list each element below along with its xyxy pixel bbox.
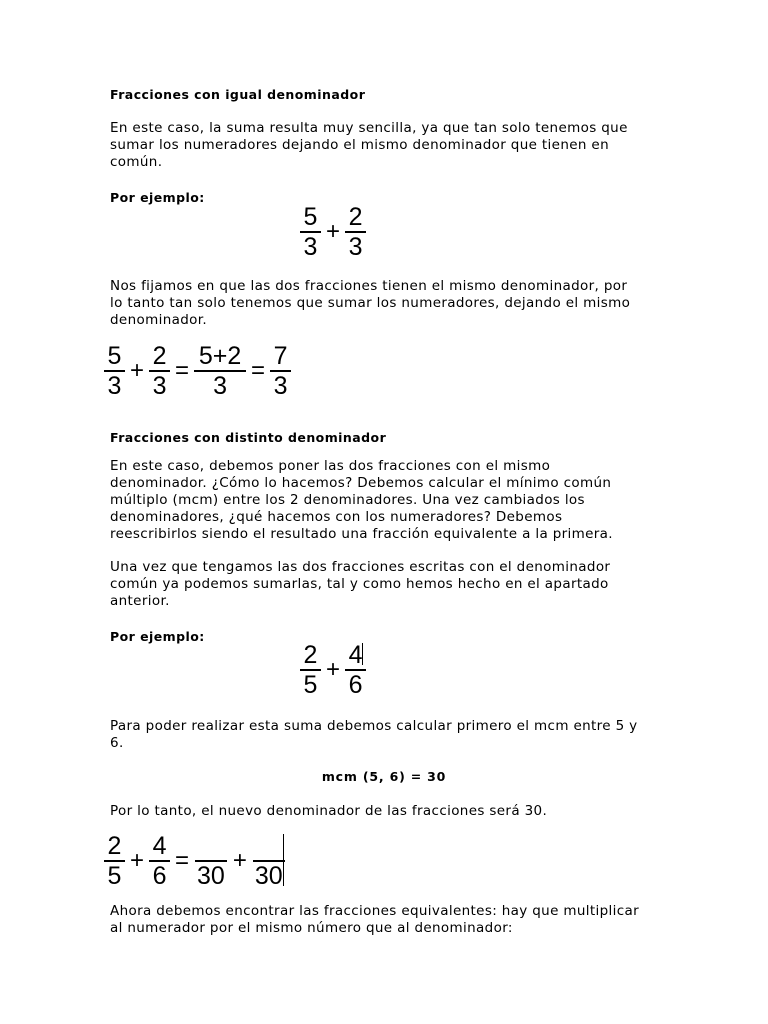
numerator: 5 <box>104 344 125 372</box>
math-example-1 <box>300 205 366 259</box>
numerator: 4 <box>345 643 366 671</box>
paragraph-distinto-mcm <box>110 718 650 752</box>
fraction <box>270 344 291 398</box>
cursor-mark <box>283 834 284 886</box>
numerator: 2 <box>300 643 321 671</box>
numerator <box>253 834 285 862</box>
text-line: 6. <box>110 735 124 751</box>
denominator: 3 <box>213 372 227 400</box>
denominator: 3 <box>107 372 122 400</box>
numerator <box>195 834 227 862</box>
fraction <box>194 834 228 888</box>
mcm-result: mcm (5, 6) = 30 <box>321 769 447 784</box>
text-line: denominador. <box>110 312 208 328</box>
fraction <box>149 344 170 398</box>
text-line: común ya podemos sumarlas, tal y como hemos hecho en el apartado <box>110 576 609 592</box>
fraction <box>194 344 246 398</box>
fraction <box>149 834 170 888</box>
plus-sign: + <box>326 218 341 245</box>
text-line: En este caso, la suma resulta muy sencilla, ya que tan solo tenemos que <box>110 120 628 136</box>
paragraph-distinto-intro <box>110 458 650 543</box>
example-label-2: Por ejemplo: <box>110 629 205 644</box>
paragraph-distinto-common <box>110 559 650 610</box>
text-line: lo tanto tan solo tenemos que sumar los numeradores, dejando el mismo <box>110 295 631 311</box>
text-line: múltiplo (mcm) entre los 2 denominadores. Una vez cambiados los <box>110 492 585 508</box>
numerator: 2 <box>345 205 366 233</box>
equals-sign: = <box>175 357 190 384</box>
fraction <box>345 205 366 259</box>
denominator: 3 <box>303 233 318 261</box>
text-line: Ahora debemos encontrar las fracciones equivalentes: hay que multiplicar <box>110 903 640 919</box>
denominator: 5 <box>303 671 318 699</box>
text-line: común. <box>110 154 163 170</box>
numerator: 5+2 <box>194 344 246 372</box>
text-line: reescribirlos siendo el resultado una fracción equivalente a la primera. <box>110 526 613 542</box>
numerator: 5 <box>300 205 321 233</box>
denominator: 3 <box>348 233 363 261</box>
fraction <box>104 344 125 398</box>
cursor-mark <box>362 643 363 665</box>
plus-sign: + <box>130 357 145 384</box>
denominator: 30 <box>197 862 225 890</box>
denominator: 3 <box>152 372 167 400</box>
text-line: Una vez que tengamos las dos fracciones escritas con el denominador <box>110 559 611 575</box>
numerator: 4 <box>149 834 170 862</box>
fraction <box>300 643 321 697</box>
denominator: 30 <box>254 862 283 890</box>
plus-sign: + <box>326 656 341 683</box>
section-heading-distinto: Fracciones con distinto denominador <box>110 430 387 445</box>
text-line: Nos fijamos en que las dos fracciones tienen el mismo denominador, por <box>110 278 628 294</box>
denominator: 3 <box>273 372 288 400</box>
text-line: anterior. <box>110 593 170 609</box>
fraction <box>104 834 125 888</box>
denominator: 6 <box>348 671 363 699</box>
numerator: 2 <box>104 834 125 862</box>
plus-sign: + <box>130 847 145 874</box>
text-line: En este caso, debemos poner las dos fracciones con el mismo <box>110 458 551 474</box>
math-example-2 <box>300 643 366 697</box>
numerator: 7 <box>270 344 291 372</box>
text-line: sumar los numeradores dejando el mismo denominador que tienen en <box>110 137 609 153</box>
text-line: denominador. ¿Cómo lo hacemos? Debemos calcular el mínimo común <box>110 475 612 491</box>
paragraph-distinto-new-den: Por lo tanto, el nuevo denominador de las fracciones será 30. <box>110 803 548 819</box>
text-line: al numerador por el mismo número que al denominador: <box>110 920 513 936</box>
denominator: 5 <box>107 862 122 890</box>
math-solution-1 <box>104 344 291 398</box>
equals-sign: = <box>175 847 190 874</box>
plus-sign: + <box>232 847 247 874</box>
numerator: 2 <box>149 344 170 372</box>
fraction <box>252 834 286 888</box>
section-heading-igual: Fracciones con igual denominador <box>110 87 366 102</box>
paragraph-distinto-equivalent <box>110 903 650 937</box>
example-label-1: Por ejemplo: <box>110 190 205 205</box>
equals-sign: = <box>251 357 266 384</box>
paragraph-igual-intro <box>110 120 650 171</box>
fraction <box>300 205 321 259</box>
denominator: 6 <box>152 862 167 890</box>
math-solution-2 <box>104 834 286 888</box>
text-line: Para poder realizar esta suma debemos calcular primero el mcm entre 5 y <box>110 718 638 734</box>
text-line: denominadores, ¿qué hacemos con los numeradores? Debemos <box>110 509 563 525</box>
paragraph-igual-explanation <box>110 278 650 329</box>
